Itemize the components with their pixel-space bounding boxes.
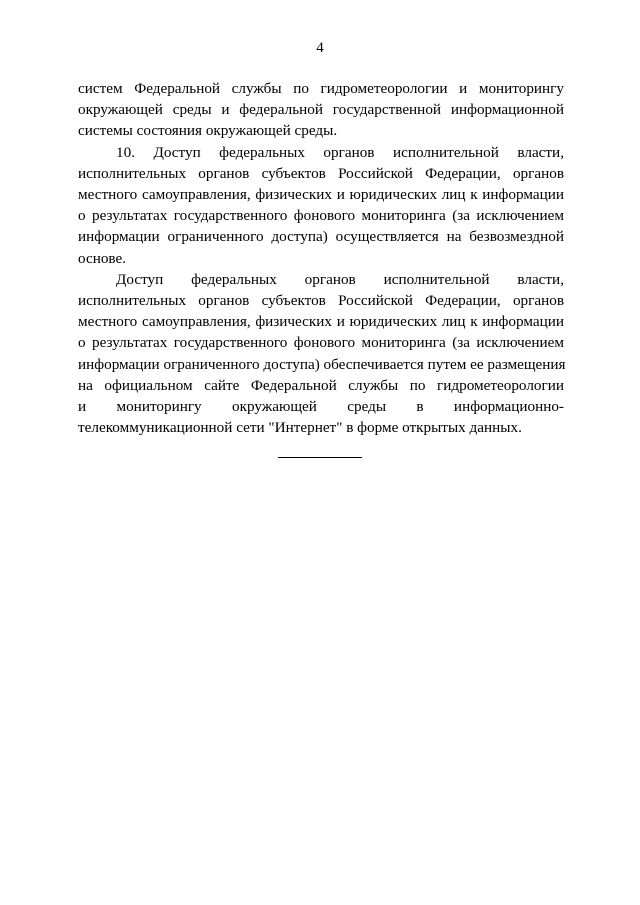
text-line: местного самоуправления, физических и юридических лиц к информации: [78, 186, 564, 204]
text-line: и мониторингу окружающей среды в информационно-: [78, 398, 564, 416]
text-line: о результатах государственного фонового мониторинга (за исключением: [78, 334, 564, 352]
text-line: Доступ федеральных органов исполнительной власти,: [116, 270, 564, 288]
text-line: системы состояния окружающей среды.: [78, 122, 338, 140]
text-line: на официальном сайте Федеральной службы по гидрометеорологии: [78, 376, 564, 394]
paragraph-item-10: [78, 142, 564, 269]
text-line: местного самоуправления, физических и юридических лиц к информации: [78, 313, 564, 331]
text-line: 10. Доступ федеральных органов исполнительной власти,: [116, 143, 564, 161]
text-line: основе.: [78, 249, 127, 267]
text-line: о результатах государственного фонового мониторинга (за исключением: [78, 207, 564, 225]
paragraph-open-data-access: [78, 269, 564, 439]
end-of-document-rule: [278, 457, 362, 458]
page-number: 4: [316, 40, 324, 56]
text-line: исполнительных органов субъектов Российской Федерации, органов: [78, 292, 564, 310]
text-line: информации ограниченного доступа) осуществляется на безвозмездной: [78, 228, 564, 246]
text-line: телекоммуникационной сети "Интернет" в форме открытых данных.: [78, 419, 522, 437]
text-line: окружающей среды и федеральной государственной информационной: [78, 101, 564, 119]
text-line: систем Федеральной службы по гидрометеорологии и мониторингу: [78, 80, 564, 97]
document-body: [78, 78, 564, 438]
paragraph-continuation: [78, 78, 564, 142]
text-line: информации ограниченного доступа) обеспечивается путем ее размещения: [78, 355, 566, 373]
text-line: исполнительных органов субъектов Российской Федерации, органов: [78, 164, 564, 182]
